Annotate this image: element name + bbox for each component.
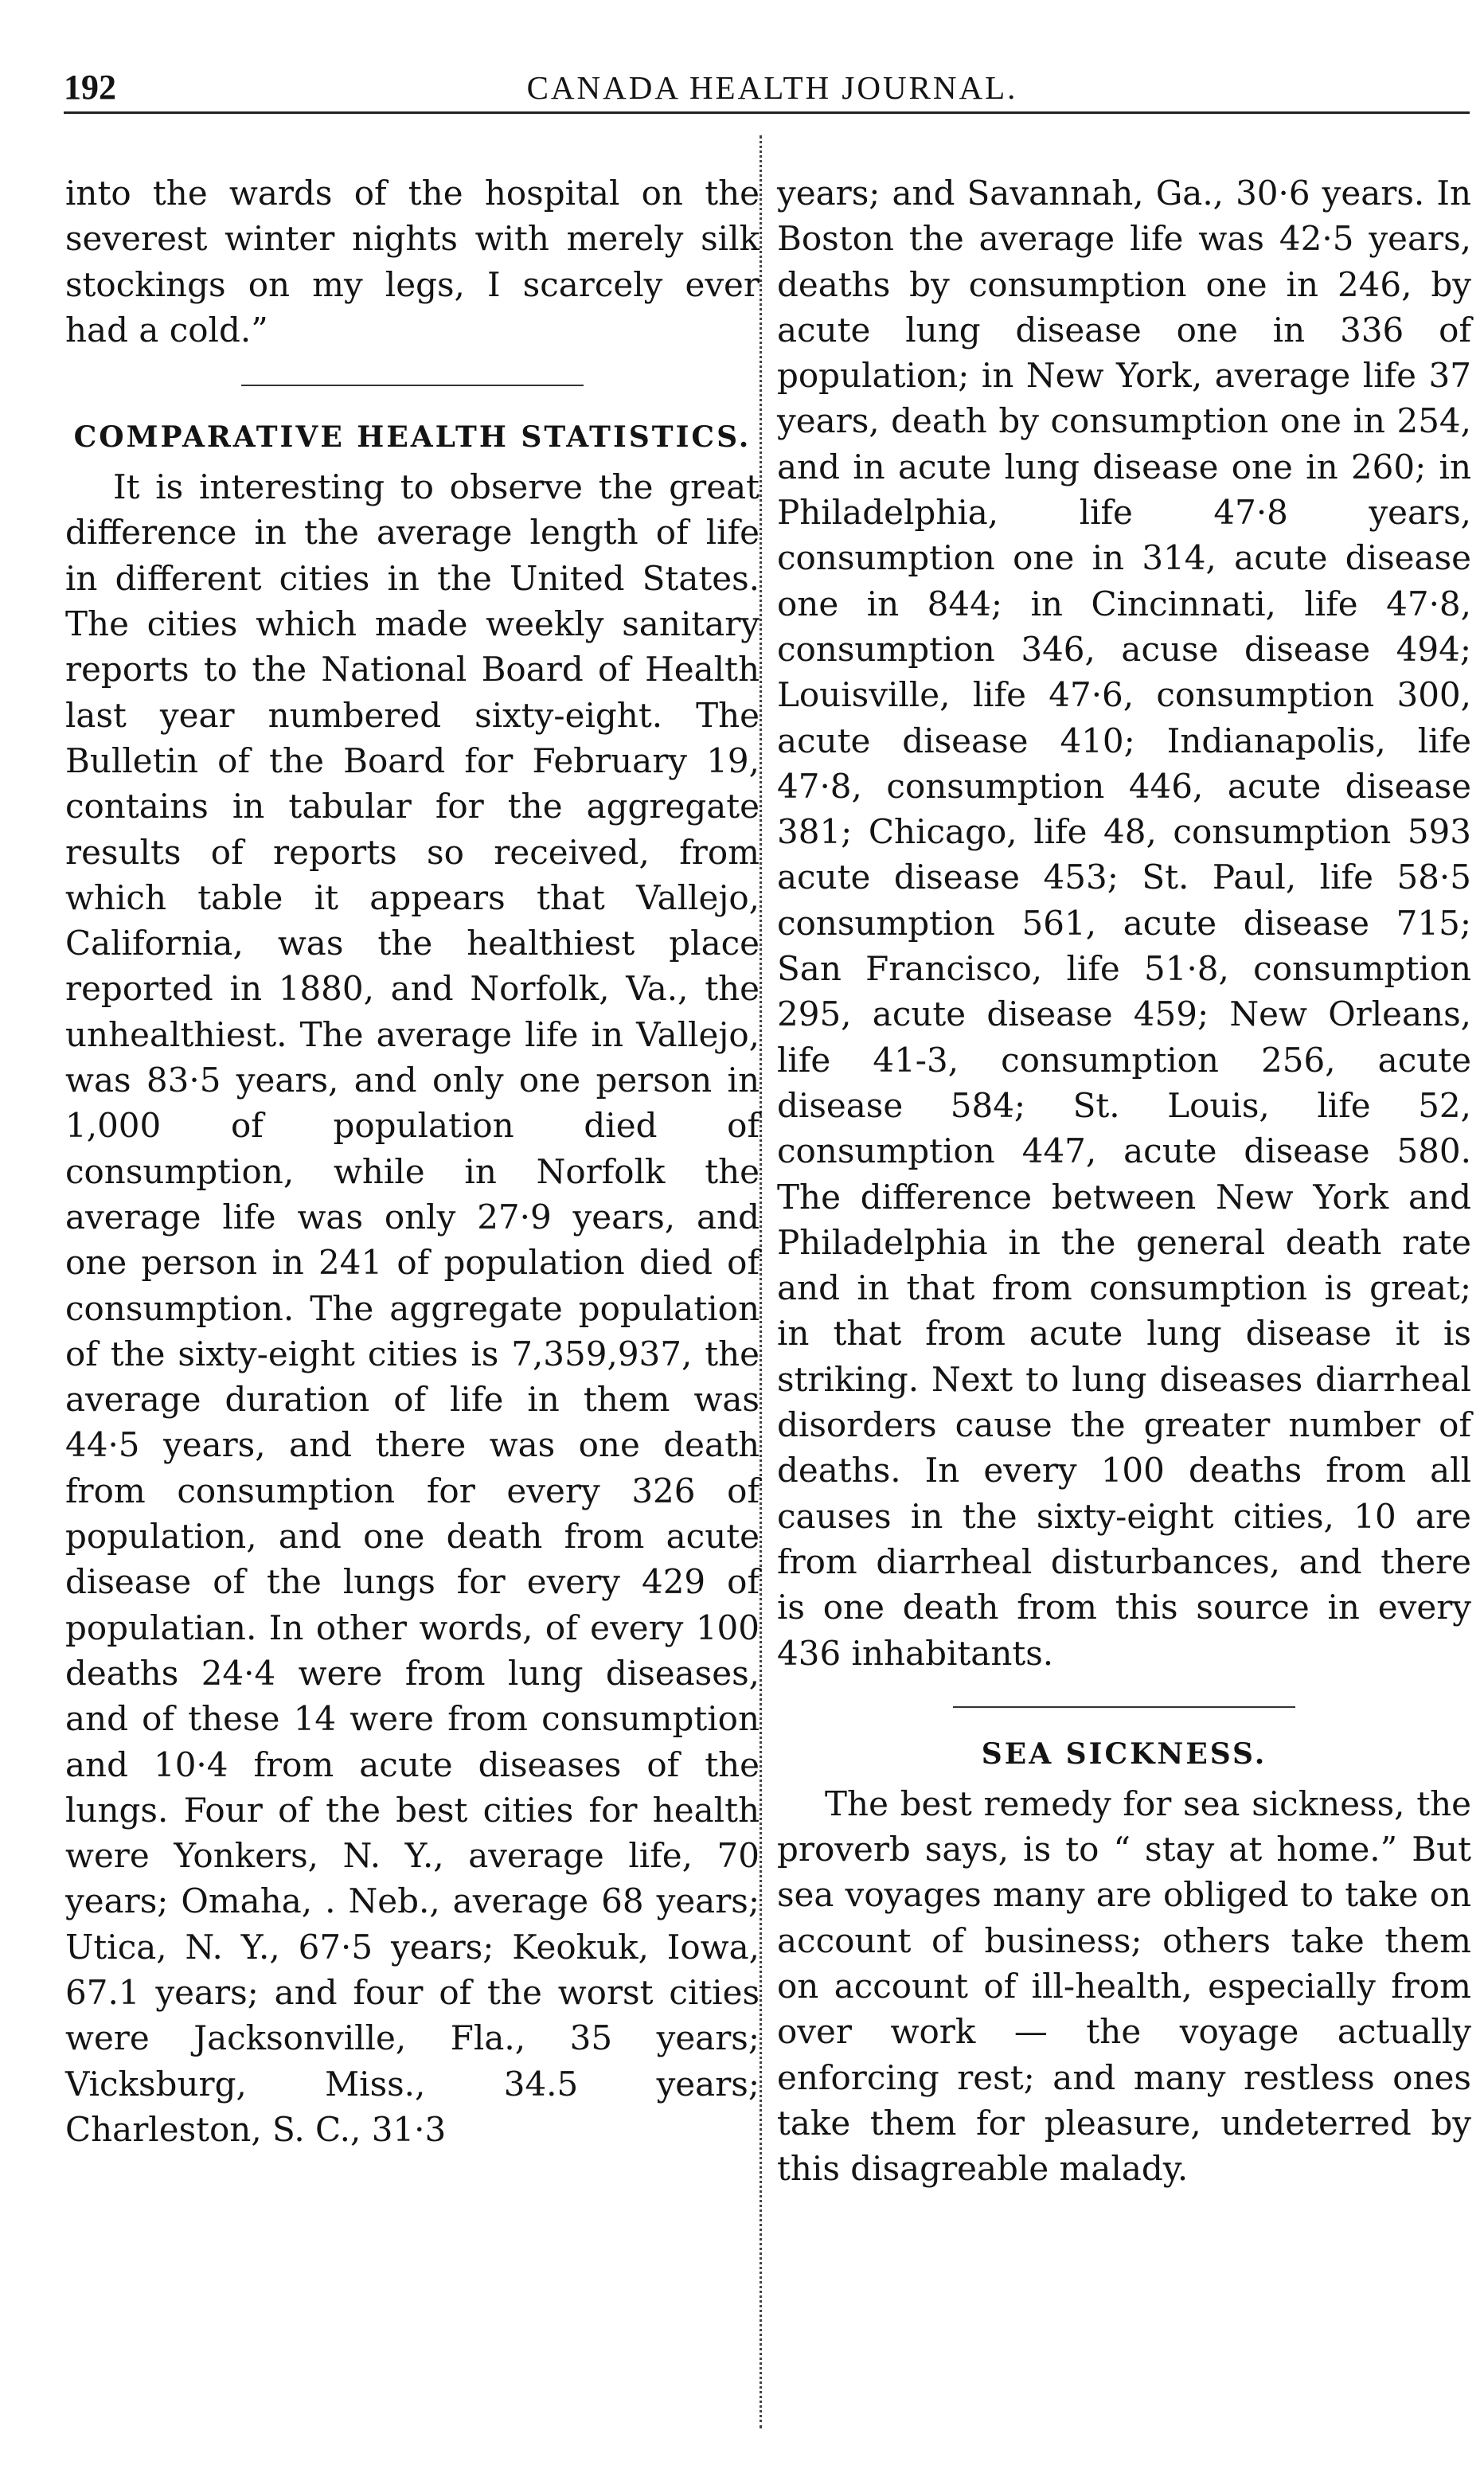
right-column	[777, 170, 1471, 2191]
left-column	[65, 170, 760, 2152]
running-title: CANADA HEALTH JOURNAL.	[526, 69, 1018, 106]
article-paragraph: The best remedy for sea sickness, the proverb says, is to “ stay at home.” But sea voyages many are obliged to take on account of business; others take them on account of ill-health, especially from over work — the voyage actually enforcing rest; and many restless ones take them for pleasure, undeterred by this disagreable malady.	[777, 1783, 1471, 2189]
section-heading-sea-sickness: SEA SICKNESS.	[981, 1737, 1267, 1771]
section-heading-health-statistics: COMPARATIVE HEALTH STATISTICS.	[73, 420, 752, 455]
page-number: 192	[64, 68, 116, 107]
continued-paragraph: into the wards of the hospital on the severest winter nights with merely silk stockings on my legs, I scarcely ever had a cold.”	[65, 174, 760, 350]
section-divider	[953, 1706, 1295, 1708]
article-paragraph: It is interesting to observe the great difference in the average length of life in different cities in the United States. The cities which made weekly sanitary reports to the National Board of Health last year numbered sixty-eight. The Bulletin of the Board for February 19, contains in tabular for the aggregate results of reports so received, from which table it appears that Vallejo, California, was the healthiest place reported in 1880, and Norfolk, Va., the unhealthiest. The average life in Vallejo, was 83·5 years, and only one person in 1,000 of population died of consumption, while in Norfolk the average life was only 27·9 years, and one person in 241 of population died of consumption. The aggregate population of the sixty-eight cities is 7,359,937, the average duration of life in them was 44·5 years, and there was one death from consumption for every 326 of population, and one death from acute disease of the lungs for every 429 of populatian. In other words, of every 100 deaths 24·4 were from lung diseases, and of these 14 were from consumption and 10·4 from acute diseases of the lungs. Four of the best cities for health were Yonkers, N. Y., average life, 70 years; Omaha, . Neb., average 68 years; Utica, N. Y., 67·5 years; Keokuk, Iowa, 67.1 years; and four of the worst cities were Jacksonville, Fla., 35 years; Vicksburg, Miss., 34.5 years; Charleston, S. C., 31·3	[65, 467, 760, 2149]
continued-paragraph: years; and Savannah, Ga., 30·6 years. In Boston the average life was 42·5 years, deaths by consumption one in 246, by acute lung disease one in 336 of population; in New York, average life 37 years, death by consumption one in 254, and in acute lung disease one in 260; in Philadelphia, life 47·8 years, consumption one in 314, acute disease one in 844; in Cincinnati, life 47·8, consumption 346, acuse disease 494; Louisville, life 47·6, consumption 300, acute disease 410; Indianapolis, life 47·8, consumption 446, acute disease 381; Chicago, life 48, consumption 593 acute disease 453; St. Paul, life 58·5 consumption 561, acute disease 715; San Francisco, life 51·8, consumption 295, acute disease 459; New Orleans, life 41-3, consumption 256, acute disease 584; St. Louis, life 52, consumption 447, acute disease 580. The difference between New York and Philadelphia in the general death rate and in that from consumption is great; in that from acute lung disease it is striking. Next to lung diseases diarrheal disorders cause the greater number of deaths. In every 100 deaths from all causes in the sixty-eight cities, 10 are from diarrheal disturbances, and there is one death from this source in every 436 inhabitants.	[777, 174, 1471, 1673]
section-divider	[241, 385, 584, 386]
column-divider	[760, 135, 762, 2428]
page-header	[0, 67, 1484, 115]
header-rule	[64, 111, 1470, 114]
